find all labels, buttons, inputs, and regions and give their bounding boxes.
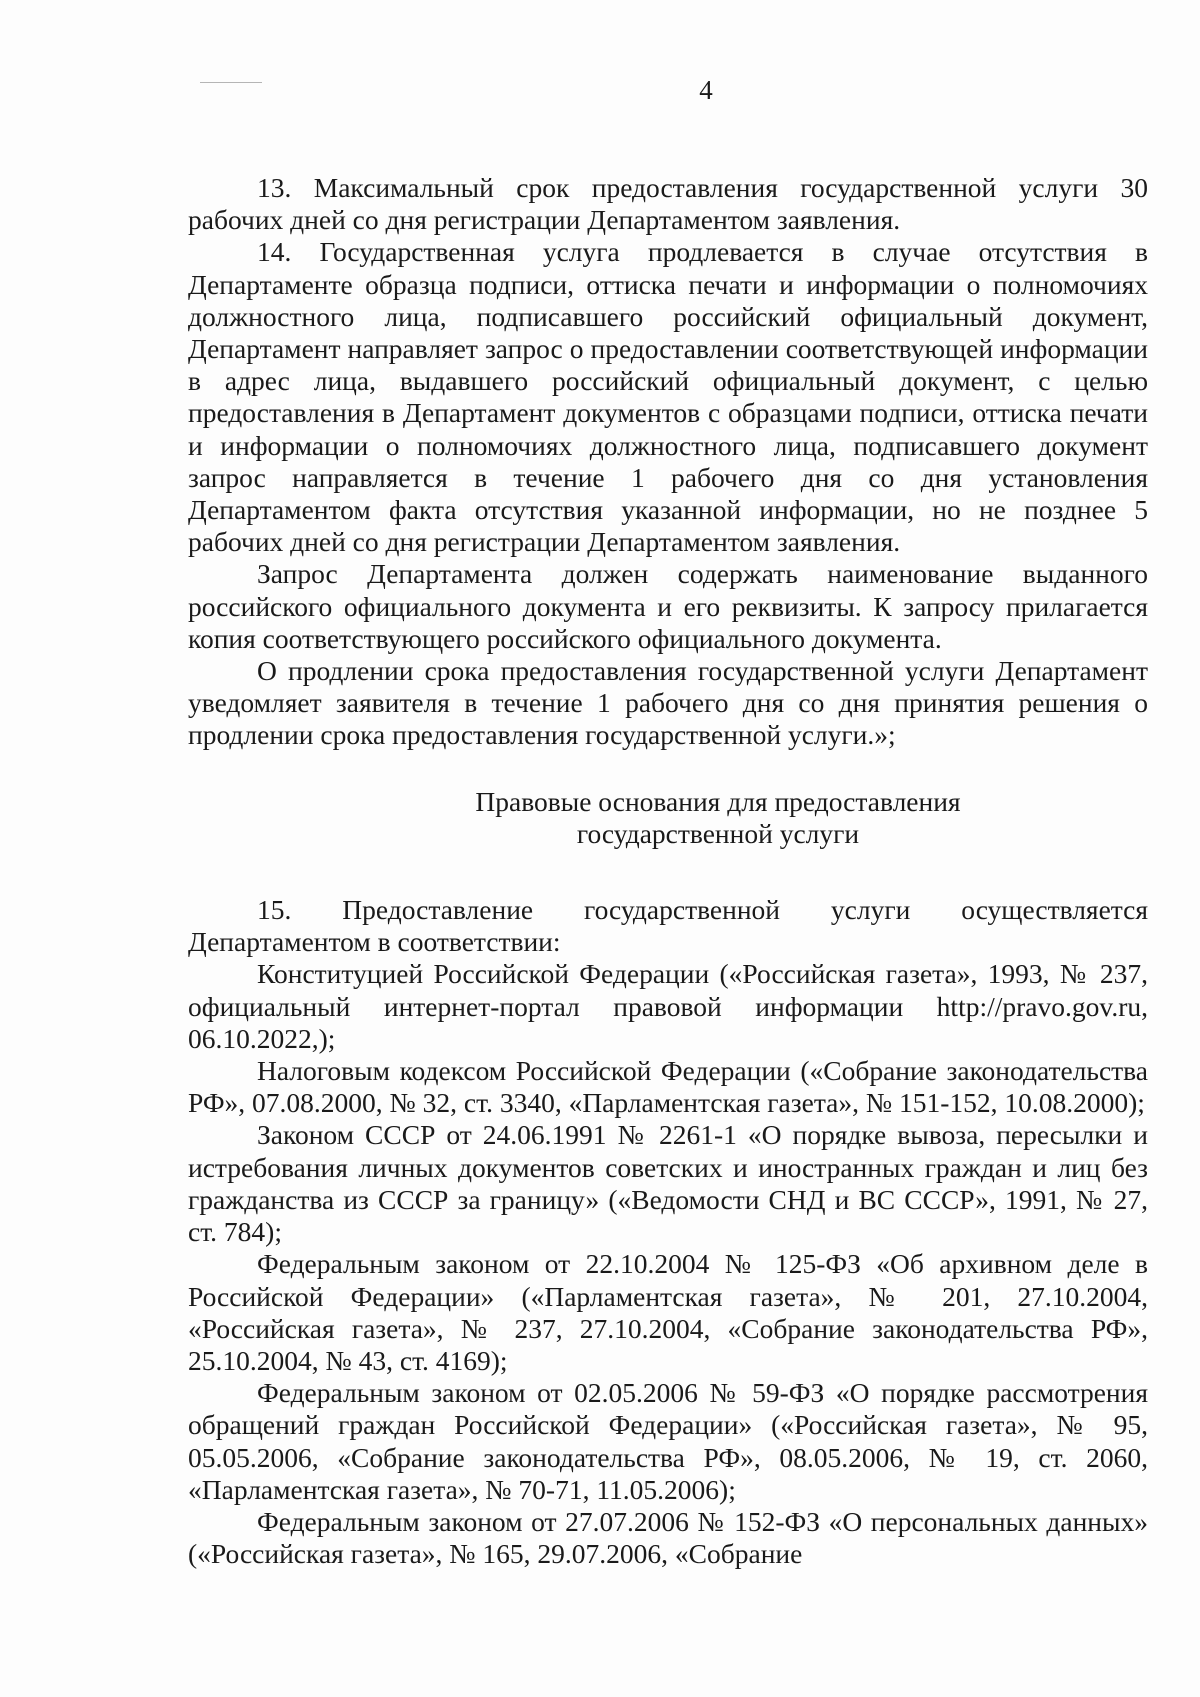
- paragraph-15-legal-basis: 15. Предоставление государственной услуги осуществляется Департаментом в соответствии:: [188, 894, 1148, 958]
- paragraph-request-content: Запрос Департамента должен содержать наименование выданного российского официального документа и его реквизиты. К запросу прилагается копия соответствующего российского официального документа.: [188, 558, 1148, 654]
- paragraph-appeals-law: Федеральным законом от 02.05.2006 № 59-ФЗ «О порядке рассмотрения обращений граждан Российской Федерации» («Российская газета», № 95, 05.05.2006, «Собрание законодательства РФ», 08.05.2006, № 19, ст. 2060, «Парламентская газета», № 70-71, 11.05.2006);: [188, 1377, 1148, 1505]
- section-heading-line-2: государственной услуги: [576, 817, 860, 849]
- paragraph-13-max-term: 13. Максимальный срок предоставления государственной услуги 30 рабочих дней со дня регистрации Департаментом заявления.: [188, 172, 1148, 236]
- paragraph-14-extension: 14. Государственная услуга продлевается в случае отсутствия в Департаменте образца подписи, оттиска печати и информации о полномочиях должностного лица, подписавшего российский официальный документ, Департамент направляет запрос о предоставлении соответствующей информации в адрес лица, выдавшего российский официальный документ, с целью предоставления в Департамент документов с образцами подписи, оттиска печати и информации о полномочиях должностного лица, подписавшего документ запрос направляется в течение 1 рабочего дня со дня установления Департаментом факта отсутствия указанной информации, но не позднее 5 рабочих дней со дня регистрации Департаментом заявления.: [188, 236, 1148, 558]
- section-heading-line-1: Правовые основания для предоставления: [475, 785, 961, 817]
- paragraph-ussr-law: Законом СССР от 24.06.1991 № 2261-1 «О порядке вывоза, пересылки и истребования личных документов советских и иностранных граждан и лиц без гражданства из СССР за границу» («Ведомости СНД и ВС СССР», 1991, № 27, ст. 784);: [188, 1119, 1148, 1248]
- paragraph-archive-law: Федеральным законом от 22.10.2004 № 125-ФЗ «Об архивном деле в Российской Федерации» («Парламентская газета», № 201, 27.10.2004, «Российская газета», № 237, 27.10.2004, «Собрание законодательства РФ», 25.10.2004, № 43, ст. 4169);: [188, 1248, 1148, 1376]
- paragraph-extension-notice: О продлении срока предоставления государственной услуги Департамент уведомляет заявителя в течение 1 рабочего дня со дня принятия решения о продлении срока предоставления государственной услуги.»;: [188, 655, 1148, 751]
- paragraph-constitution: Конституцией Российской Федерации («Российская газета», 1993, № 237, официальный интернет-портал правовой информации http://pravo.gov.ru, 06.10.2022,);: [188, 958, 1148, 1054]
- paragraph-personal-data-law: Федеральным законом от 27.07.2006 № 152-ФЗ «О персональных данных» («Российская газета», № 165, 29.07.2006, «Собрание: [188, 1505, 1148, 1570]
- paragraph-tax-code: Налоговым кодексом Российской Федерации («Собрание законодательства РФ», 07.08.2000, № 32, ст. 3340, «Парламентская газета», № 151-152, 10.08.2000);: [188, 1055, 1148, 1119]
- page-number: 4: [699, 75, 713, 105]
- section-heading: [188, 786, 1148, 850]
- document-body: [188, 172, 1148, 1570]
